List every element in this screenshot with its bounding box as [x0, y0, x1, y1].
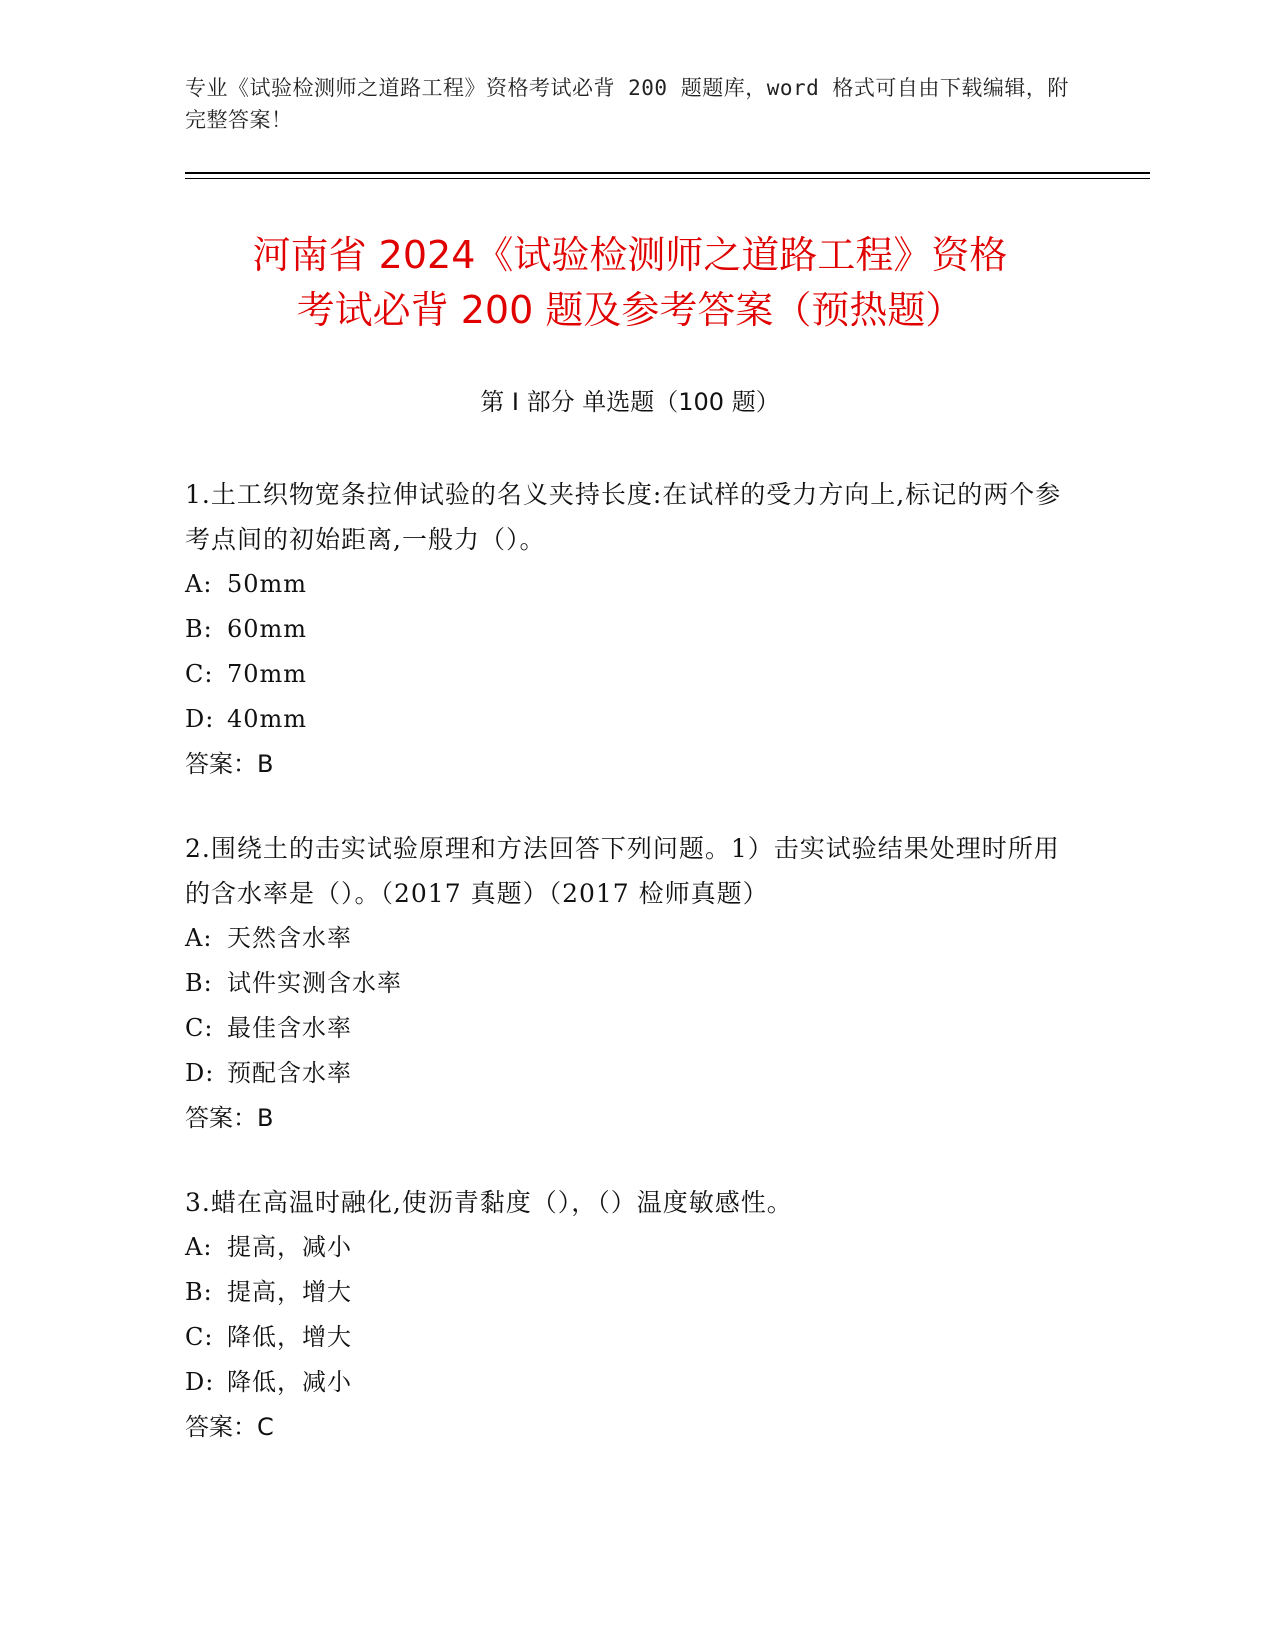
- option-c: [185, 1315, 1085, 1360]
- option-letter: C:: [185, 1323, 214, 1351]
- option-a: [185, 562, 1085, 607]
- option-letter: B:: [185, 969, 213, 997]
- option-letter: B:: [185, 615, 213, 643]
- question-1: [185, 472, 1085, 787]
- option-a: [185, 1225, 1085, 1270]
- option-d: [185, 1360, 1085, 1405]
- option-a: [185, 916, 1085, 961]
- answer: 答案：B: [185, 1104, 274, 1132]
- option-text: 60mm: [227, 615, 308, 643]
- option-text: 试件实测含水率: [227, 969, 402, 997]
- option-text: 40mm: [227, 705, 308, 733]
- question-3: [185, 1180, 1085, 1450]
- answer: 答案：B: [185, 750, 274, 778]
- question-text: 1.土工织物宽条拉伸试验的名义夹持长度:在试样的受力方向上,标记的两个参考点间的初始距离,一般力（）。: [185, 480, 1062, 554]
- question-list: [185, 472, 1085, 1489]
- header-note: 专业《试验检测师之道路工程》资格考试必背 200 题题库，word 格式可自由下载编辑，附完整答案！: [185, 76, 1069, 132]
- option-text: 预配含水率: [227, 1059, 352, 1087]
- option-text: 降低，增大: [227, 1323, 352, 1351]
- answer: 答案：C: [185, 1413, 274, 1441]
- option-d: [185, 697, 1085, 742]
- option-text: 最佳含水率: [227, 1014, 352, 1042]
- option-letter: A:: [185, 924, 213, 952]
- option-letter: D:: [185, 705, 215, 733]
- option-letter: A:: [185, 1233, 213, 1261]
- question-text: 3.蜡在高温时融化,使沥青黏度（），（）温度敏感性。: [185, 1188, 793, 1217]
- option-c: [185, 652, 1085, 697]
- option-letter: C:: [185, 660, 214, 688]
- title-line-2: 考试必背 200 题及参考答案（预热题）: [296, 288, 964, 332]
- option-c: [185, 1006, 1085, 1051]
- option-text: 50mm: [227, 570, 308, 598]
- option-letter: A:: [185, 570, 213, 598]
- header-rule-thick: [185, 172, 1150, 174]
- option-letter: D:: [185, 1059, 215, 1087]
- header-rule-thin: [185, 178, 1150, 179]
- question-2: [185, 826, 1085, 1141]
- option-text: 70mm: [227, 660, 308, 688]
- option-text: 提高，增大: [227, 1278, 352, 1306]
- document-title: [185, 228, 1075, 338]
- option-b: [185, 1270, 1085, 1315]
- section-heading: 第 I 部分 单选题（100 题）: [480, 388, 780, 416]
- option-text: 降低，减小: [227, 1368, 352, 1396]
- option-letter: D:: [185, 1368, 215, 1396]
- option-letter: B:: [185, 1278, 213, 1306]
- option-text: 天然含水率: [227, 924, 352, 952]
- option-text: 提高，减小: [227, 1233, 352, 1261]
- option-b: [185, 607, 1085, 652]
- option-b: [185, 961, 1085, 1006]
- option-letter: C:: [185, 1014, 214, 1042]
- question-text: 2.围绕土的击实试验原理和方法回答下列问题。1）击实试验结果处理时所用的含水率是（）。（2017 真题）（2017 检师真题）: [185, 834, 1060, 908]
- option-d: [185, 1051, 1085, 1096]
- title-line-1: 河南省 2024《试验检测师之道路工程》资格: [252, 233, 1008, 277]
